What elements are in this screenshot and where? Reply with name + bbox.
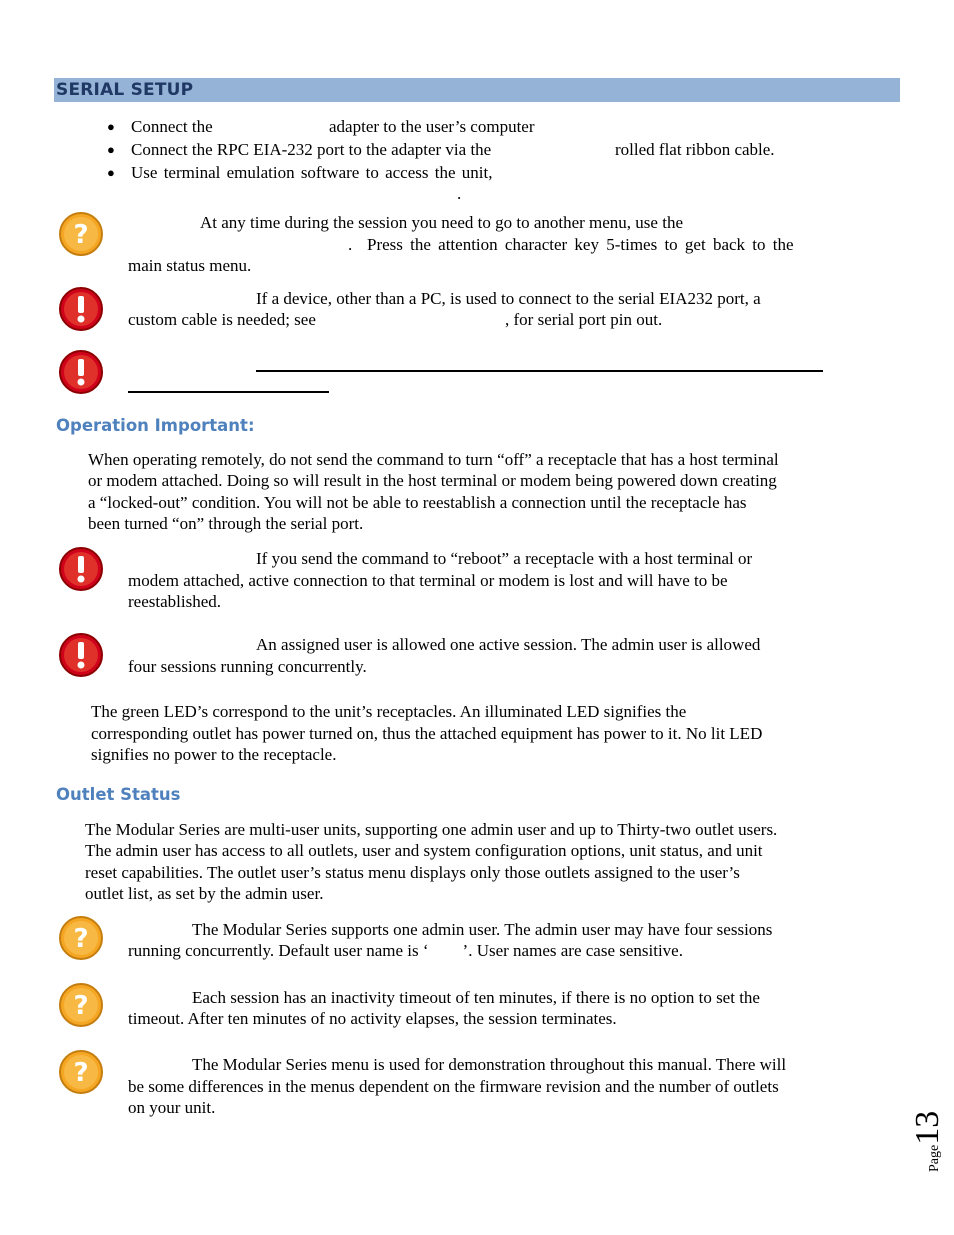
warning-icon bbox=[57, 285, 105, 333]
outlet-line: outlet list, as set by the admin user. bbox=[85, 884, 324, 903]
bullet-3-post: . bbox=[457, 184, 462, 203]
led-line: corresponding outlet has power turned on, thus the attached equipment has power to it. No lit LED bbox=[91, 724, 763, 743]
svg-text:?: ? bbox=[73, 991, 89, 1021]
note1-line2b: Press the attention character key 5-times to get back to the bbox=[367, 235, 794, 254]
note1-line3: main status menu. bbox=[128, 256, 252, 275]
question-icon bbox=[57, 210, 105, 258]
underline-rule bbox=[256, 370, 823, 372]
menu-note-line-2: be some differences in the menus dependent on the firmware revision and the number of outlets bbox=[128, 1077, 779, 1096]
question-icon bbox=[57, 914, 105, 962]
subheading-outlet-status: Outlet Status bbox=[56, 785, 181, 804]
menu-note-line-3: on your unit. bbox=[128, 1098, 216, 1117]
timeout-note-line-1: Each session has an inactivity timeout of ten minutes, if there is no option to set the bbox=[192, 988, 760, 1007]
page-label: Page bbox=[927, 1144, 942, 1172]
section-title: SERIAL SETUP bbox=[56, 80, 194, 100]
outlet-line: reset capabilities. The outlet user’s status menu displays only those outlets assigned to the user’s bbox=[85, 863, 740, 882]
note1-line2a: . bbox=[348, 235, 353, 254]
session-line-1: An assigned user is allowed one active session. The admin user is allowed bbox=[256, 635, 761, 654]
bullet-2-post: rolled flat ribbon cable. bbox=[615, 140, 775, 159]
session-line-2: four sessions running concurrently. bbox=[128, 657, 367, 676]
menu-note-line-1: The Modular Series menu is used for demonstration throughout this manual. There will bbox=[192, 1055, 787, 1074]
bullet-1-pre: Connect the bbox=[131, 117, 213, 136]
paragraph-line: When operating remotely, do not send the command to turn “off” a receptacle that has a host terminal bbox=[88, 450, 779, 469]
led-line: signifies no power to the receptacle. bbox=[91, 745, 337, 764]
paragraph-line: a “locked-out” condition. You will not be able to reestablish a connection until the receptacle has bbox=[88, 493, 747, 512]
svg-text:?: ? bbox=[73, 1058, 89, 1088]
warning-icon bbox=[57, 631, 105, 679]
note1-line1: At any time during the session you need to go to another menu, use the bbox=[200, 213, 683, 232]
underline-rule bbox=[128, 391, 329, 393]
svg-text:Page13 bbox=[909, 1111, 946, 1172]
subheading-operation-important: Operation Important: bbox=[56, 416, 255, 435]
warn1-line2a: custom cable is needed; see bbox=[128, 310, 316, 329]
bullet-3-pre: Use terminal emulation software to access the unit, bbox=[131, 163, 493, 182]
bullet-2-pre: Connect the RPC EIA-232 port to the adapter via the bbox=[131, 140, 492, 159]
page-number bbox=[900, 1080, 950, 1180]
question-icon bbox=[57, 1048, 105, 1096]
reboot-line-3: reestablished. bbox=[128, 592, 221, 611]
outlet-line: The admin user has access to all outlets, user and system configuration options, unit status, and unit bbox=[85, 841, 763, 860]
svg-text:?: ? bbox=[73, 220, 89, 250]
bullet-dot: ● bbox=[107, 165, 115, 180]
paragraph-line: or modem attached. Doing so will result in the host terminal or modem being powered down creating bbox=[88, 471, 777, 490]
paragraph-line: been turned “on” through the serial port. bbox=[88, 514, 364, 533]
admin-note-line-1: The Modular Series supports one admin user. The admin user may have four sessions bbox=[192, 920, 773, 939]
warning-icon bbox=[57, 348, 105, 396]
warning-icon bbox=[57, 545, 105, 593]
bullet-1-post: adapter to the user’s computer bbox=[329, 117, 535, 136]
warn1-line2b: , for serial port pin out. bbox=[505, 310, 663, 329]
warn1-line1: If a device, other than a PC, is used to connect to the serial EIA232 port, a bbox=[256, 289, 761, 308]
question-icon bbox=[57, 981, 105, 1029]
bullet-dot: ● bbox=[107, 142, 115, 157]
reboot-line-1: If you send the command to “reboot” a receptacle with a host terminal or bbox=[256, 549, 753, 568]
page-number-value: 13 bbox=[909, 1110, 946, 1145]
led-line: The green LED’s correspond to the unit’s receptacles. An illuminated LED signifies the bbox=[91, 702, 687, 721]
admin-note-line-2: running concurrently. Default user name is ‘ ’. User names are case sensitive. bbox=[128, 941, 683, 960]
outlet-line: The Modular Series are multi-user units, supporting one admin user and up to Thirty-two outlet users. bbox=[85, 820, 778, 839]
timeout-note-line-2: timeout. After ten minutes of no activity elapses, the session terminates. bbox=[128, 1009, 617, 1028]
svg-text:?: ? bbox=[73, 924, 89, 954]
bullet-dot: ● bbox=[107, 119, 115, 134]
reboot-line-2: modem attached, active connection to that terminal or modem is lost and will have to be bbox=[128, 571, 728, 590]
